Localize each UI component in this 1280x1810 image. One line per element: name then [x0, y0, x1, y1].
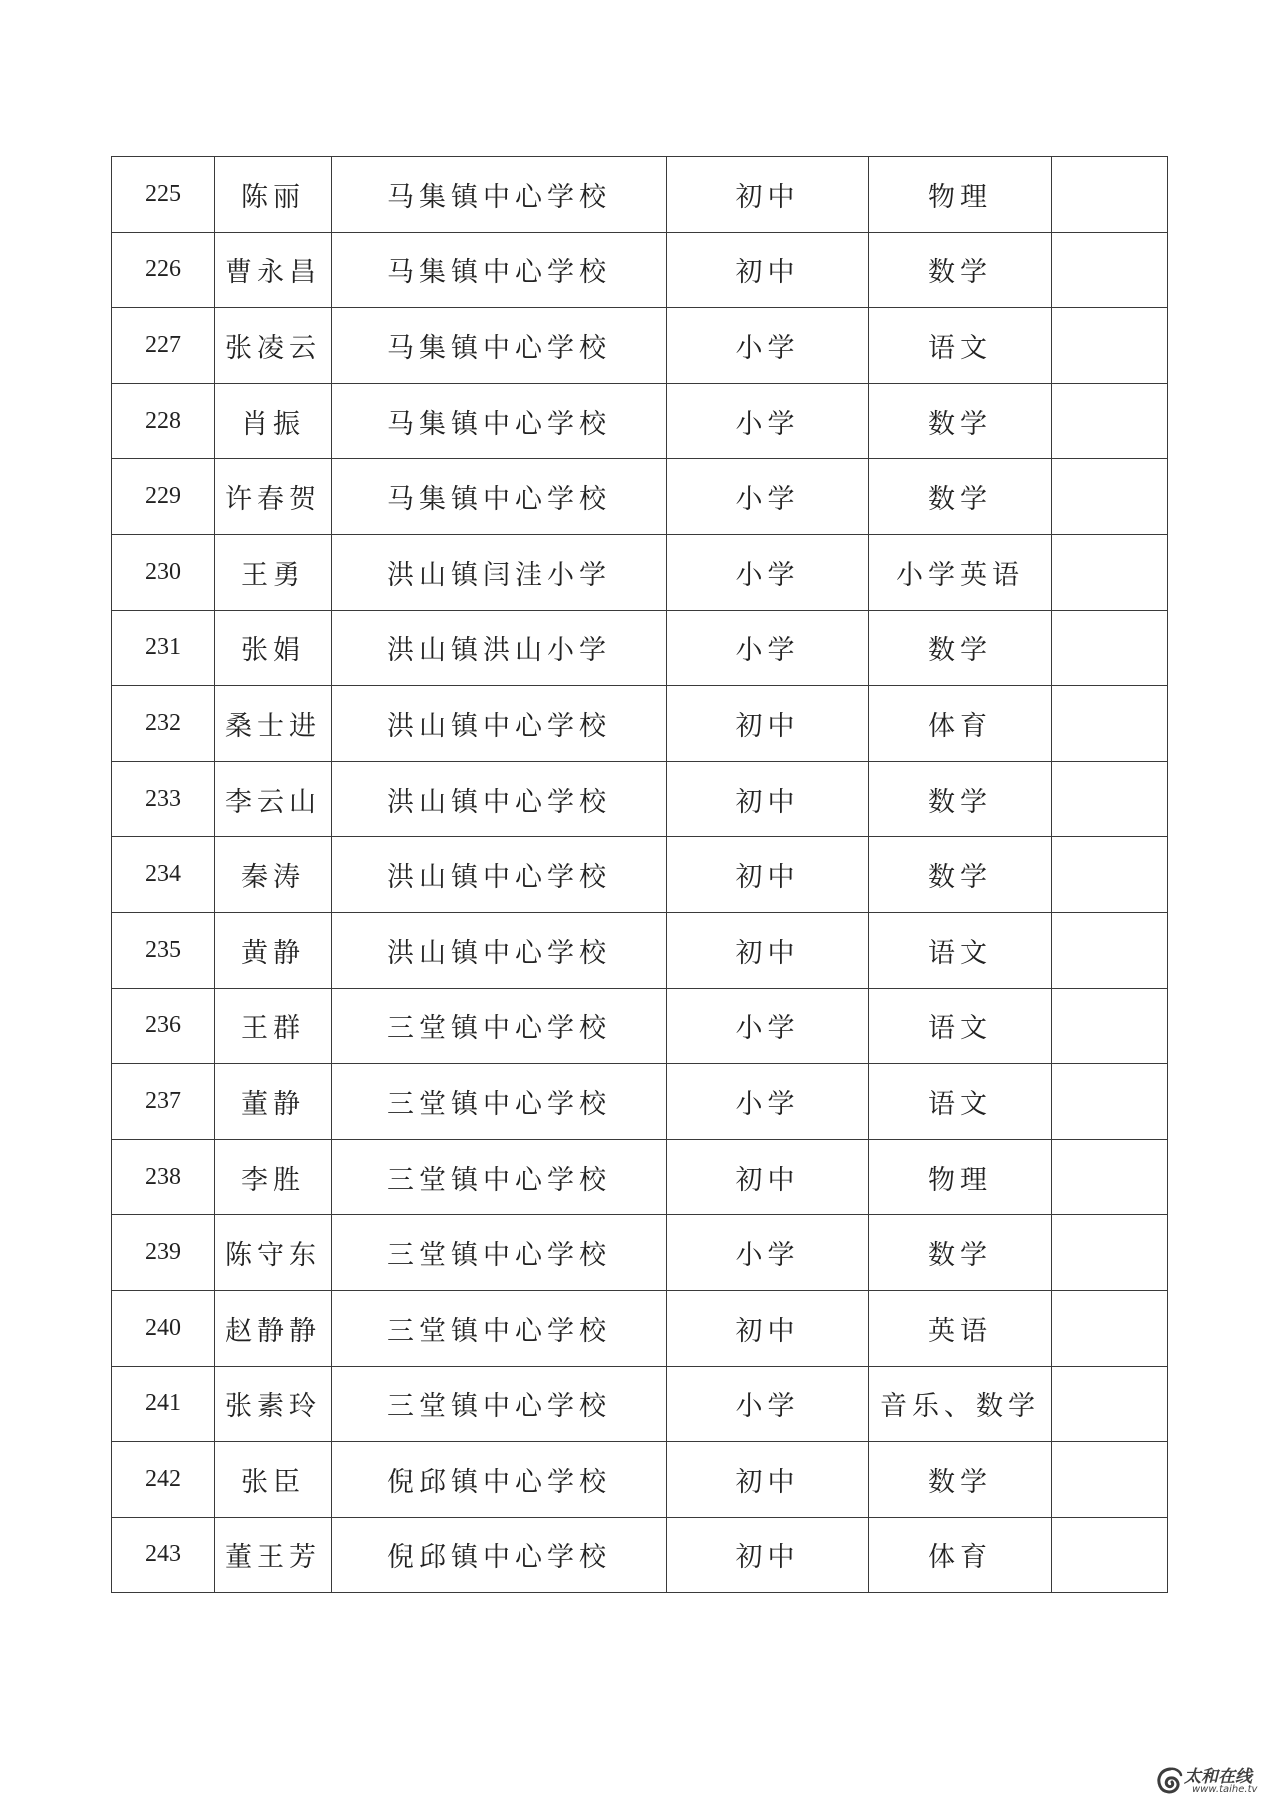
- remarks-cell: [1052, 308, 1168, 384]
- subject-cell: 数学: [869, 1442, 1052, 1518]
- school-level-cell: 初中: [667, 761, 869, 837]
- school-level-cell: 初中: [667, 686, 869, 762]
- subject-cell: 物理: [869, 157, 1052, 233]
- school-level-cell: 小学: [667, 459, 869, 535]
- subject-cell: 语文: [869, 988, 1052, 1064]
- subject-cell: 体育: [869, 686, 1052, 762]
- school-cell: 三堂镇中心学校: [332, 1139, 667, 1215]
- row-number-cell: 233: [112, 761, 215, 837]
- teacher-name-cell: 王群: [215, 988, 332, 1064]
- school-level-cell: 初中: [667, 1442, 869, 1518]
- remarks-cell: [1052, 534, 1168, 610]
- remarks-cell: [1052, 610, 1168, 686]
- table-row: [112, 1215, 1168, 1291]
- school-cell: 马集镇中心学校: [332, 308, 667, 384]
- row-number-cell: 241: [112, 1366, 215, 1442]
- table-row: [112, 157, 1168, 233]
- teacher-name-cell: 李云山: [215, 761, 332, 837]
- school-level-cell: 小学: [667, 1215, 869, 1291]
- remarks-cell: [1052, 1517, 1168, 1593]
- table-row: [112, 988, 1168, 1064]
- teacher-name-cell: 许春贺: [215, 459, 332, 535]
- school-cell: 洪山镇闫洼小学: [332, 534, 667, 610]
- table-row: [112, 308, 1168, 384]
- table-row: [112, 459, 1168, 535]
- school-level-cell: 小学: [667, 610, 869, 686]
- table-row: [112, 837, 1168, 913]
- teacher-name-cell: 黄静: [215, 912, 332, 988]
- row-number-cell: 242: [112, 1442, 215, 1518]
- school-cell: 倪邱镇中心学校: [332, 1442, 667, 1518]
- remarks-cell: [1052, 1366, 1168, 1442]
- school-level-cell: 小学: [667, 1366, 869, 1442]
- table-row: [112, 610, 1168, 686]
- remarks-cell: [1052, 686, 1168, 762]
- remarks-cell: [1052, 383, 1168, 459]
- school-cell: 马集镇中心学校: [332, 459, 667, 535]
- table-row: [112, 534, 1168, 610]
- school-level-cell: 小学: [667, 308, 869, 384]
- table-row: [112, 1442, 1168, 1518]
- school-cell: 三堂镇中心学校: [332, 1290, 667, 1366]
- table-row: [112, 1366, 1168, 1442]
- school-cell: 倪邱镇中心学校: [332, 1517, 667, 1593]
- remarks-cell: [1052, 1290, 1168, 1366]
- teacher-name-cell: 张娟: [215, 610, 332, 686]
- school-level-cell: 小学: [667, 1064, 869, 1140]
- row-number-cell: 237: [112, 1064, 215, 1140]
- row-number-cell: 228: [112, 383, 215, 459]
- subject-cell: 语文: [869, 912, 1052, 988]
- remarks-cell: [1052, 1442, 1168, 1518]
- school-cell: 马集镇中心学校: [332, 232, 667, 308]
- teacher-name-cell: 张凌云: [215, 308, 332, 384]
- row-number-cell: 240: [112, 1290, 215, 1366]
- site-watermark: [1154, 1762, 1266, 1802]
- row-number-cell: 232: [112, 686, 215, 762]
- subject-cell: 数学: [869, 383, 1052, 459]
- row-number-cell: 227: [112, 308, 215, 384]
- teacher-name-cell: 秦涛: [215, 837, 332, 913]
- subject-cell: 数学: [869, 459, 1052, 535]
- subject-cell: 音乐、数学: [869, 1366, 1052, 1442]
- row-number-cell: 234: [112, 837, 215, 913]
- subject-cell: 数学: [869, 837, 1052, 913]
- school-cell: 三堂镇中心学校: [332, 1215, 667, 1291]
- school-level-cell: 初中: [667, 837, 869, 913]
- subject-cell: 数学: [869, 610, 1052, 686]
- remarks-cell: [1052, 459, 1168, 535]
- watermark-text: 太和在线: [1184, 1767, 1252, 1787]
- watermark-url: www.taihe.tv: [1192, 1784, 1258, 1795]
- row-number-cell: 226: [112, 232, 215, 308]
- subject-cell: 英语: [869, 1290, 1052, 1366]
- remarks-cell: [1052, 157, 1168, 233]
- school-cell: 洪山镇中心学校: [332, 761, 667, 837]
- row-number-cell: 231: [112, 610, 215, 686]
- teacher-name-cell: 肖振: [215, 383, 332, 459]
- school-level-cell: 小学: [667, 383, 869, 459]
- teacher-name-cell: 桑士进: [215, 686, 332, 762]
- table-body: [112, 157, 1168, 1593]
- table-row: [112, 383, 1168, 459]
- subject-cell: 语文: [869, 1064, 1052, 1140]
- remarks-cell: [1052, 837, 1168, 913]
- table-row: [112, 1290, 1168, 1366]
- table-row: [112, 912, 1168, 988]
- row-number-cell: 229: [112, 459, 215, 535]
- school-cell: 马集镇中心学校: [332, 383, 667, 459]
- teacher-name-cell: 曹永昌: [215, 232, 332, 308]
- school-cell: 马集镇中心学校: [332, 157, 667, 233]
- subject-cell: 小学英语: [869, 534, 1052, 610]
- teacher-list-table: [111, 156, 1168, 1593]
- subject-cell: 数学: [869, 761, 1052, 837]
- row-number-cell: 225: [112, 157, 215, 233]
- remarks-cell: [1052, 1139, 1168, 1215]
- teacher-name-cell: 王勇: [215, 534, 332, 610]
- school-level-cell: 小学: [667, 534, 869, 610]
- table-row: [112, 1139, 1168, 1215]
- subject-cell: 物理: [869, 1139, 1052, 1215]
- subject-cell: 数学: [869, 232, 1052, 308]
- teacher-name-cell: 董王芳: [215, 1517, 332, 1593]
- school-cell: 洪山镇中心学校: [332, 912, 667, 988]
- subject-cell: 语文: [869, 308, 1052, 384]
- subject-cell: 体育: [869, 1517, 1052, 1593]
- remarks-cell: [1052, 761, 1168, 837]
- school-level-cell: 初中: [667, 1290, 869, 1366]
- remarks-cell: [1052, 912, 1168, 988]
- school-cell: 三堂镇中心学校: [332, 988, 667, 1064]
- row-number-cell: 236: [112, 988, 215, 1064]
- school-level-cell: 初中: [667, 1139, 869, 1215]
- row-number-cell: 238: [112, 1139, 215, 1215]
- subject-cell: 数学: [869, 1215, 1052, 1291]
- school-level-cell: 初中: [667, 912, 869, 988]
- school-level-cell: 初中: [667, 157, 869, 233]
- row-number-cell: 230: [112, 534, 215, 610]
- teacher-name-cell: 赵静静: [215, 1290, 332, 1366]
- row-number-cell: 235: [112, 912, 215, 988]
- teacher-name-cell: 张臣: [215, 1442, 332, 1518]
- table-row: [112, 761, 1168, 837]
- teacher-name-cell: 董静: [215, 1064, 332, 1140]
- remarks-cell: [1052, 988, 1168, 1064]
- school-level-cell: 初中: [667, 232, 869, 308]
- school-cell: 洪山镇洪山小学: [332, 610, 667, 686]
- school-level-cell: 初中: [667, 1517, 869, 1593]
- remarks-cell: [1052, 232, 1168, 308]
- remarks-cell: [1052, 1064, 1168, 1140]
- table-row: [112, 686, 1168, 762]
- school-cell: 洪山镇中心学校: [332, 837, 667, 913]
- row-number-cell: 243: [112, 1517, 215, 1593]
- remarks-cell: [1052, 1215, 1168, 1291]
- teacher-name-cell: 陈守东: [215, 1215, 332, 1291]
- school-cell: 三堂镇中心学校: [332, 1366, 667, 1442]
- table-row: [112, 232, 1168, 308]
- school-level-cell: 小学: [667, 988, 869, 1064]
- school-cell: 洪山镇中心学校: [332, 686, 667, 762]
- teacher-name-cell: 陈丽: [215, 157, 332, 233]
- table-row: [112, 1064, 1168, 1140]
- teacher-name-cell: 李胜: [215, 1139, 332, 1215]
- row-number-cell: 239: [112, 1215, 215, 1291]
- table-row: [112, 1517, 1168, 1593]
- swirl-logo-icon: [1154, 1765, 1184, 1797]
- school-cell: 三堂镇中心学校: [332, 1064, 667, 1140]
- teacher-name-cell: 张素玲: [215, 1366, 332, 1442]
